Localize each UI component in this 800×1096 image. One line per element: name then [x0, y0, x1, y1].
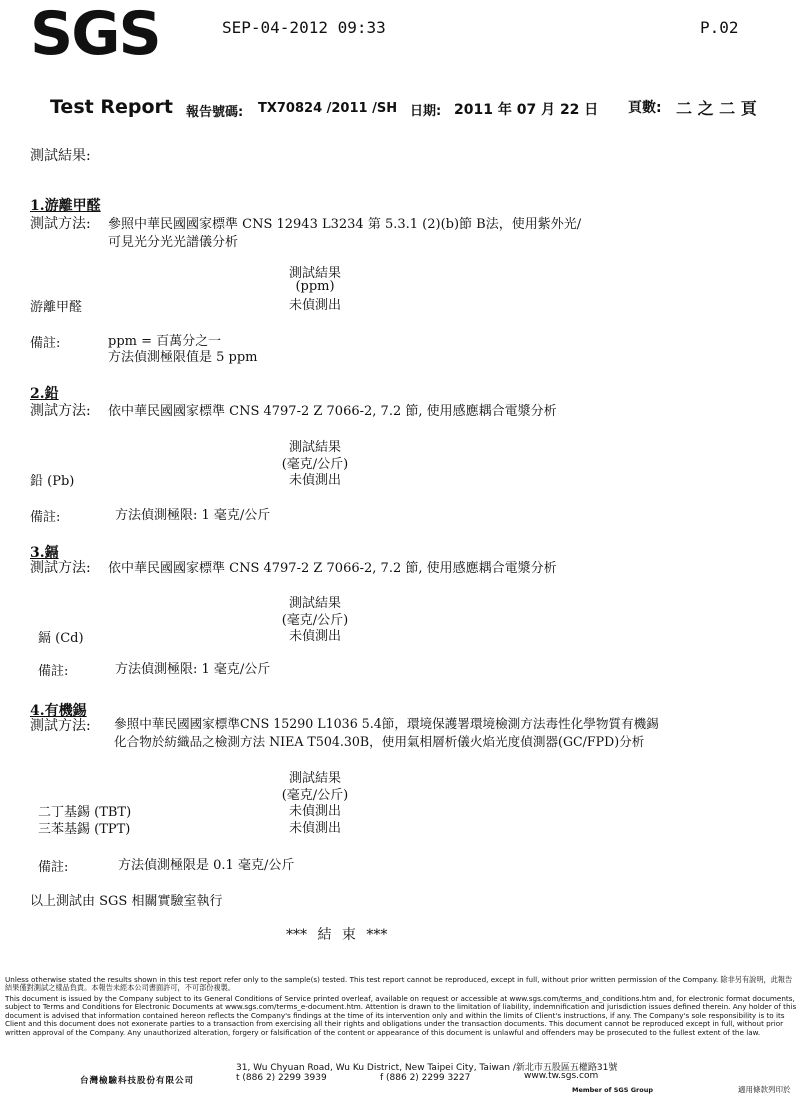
- analyte-result: 未偵測出: [288, 821, 341, 836]
- section-title: 1.游離甲醛: [30, 198, 101, 214]
- end-of-report-mark: *** 結 束 ***: [286, 927, 388, 943]
- footer-disclaimer-1: Unless otherwise stated the results shown in this test report refer only to the sample(s) tested. This test report cannot be reproduced, except in full, without prior written permission of the Company. 除非另有說明，此報告結果僅對測試之樣品負責。本報告未經本公司書面許可，不可部份複製。: [5, 975, 793, 993]
- analyte-name: 鉛 (Pb): [30, 474, 75, 489]
- section-title: 3.鎘: [30, 545, 59, 561]
- footer-fax: f (886 2) 2299 3227: [380, 1073, 471, 1083]
- note-label: 備註:: [30, 510, 61, 525]
- section-title: 4.有機錫: [30, 703, 87, 719]
- method-label: 測試方法:: [30, 718, 91, 734]
- method-text: 依中華民國國家標準 CNS 4797-2 Z 7066-2, 7.2 節, 使用感應耦合電漿分析: [108, 561, 557, 576]
- note-label: 備註:: [38, 664, 69, 679]
- analyte-name: 二丁基錫 (TBT): [38, 805, 132, 820]
- note-text-cont: 方法偵測極限值是 5 ppm: [108, 350, 258, 365]
- method-text: 參照中華民國國家標準CNS 15290 L1036 5.4節，環境保護署環境檢測方法毒性化學物質有機錫: [114, 716, 659, 731]
- result-header: 測試結果: [288, 440, 341, 455]
- report-date: 2011 年 07 月 22 日: [454, 102, 599, 118]
- method-label: 測試方法:: [30, 403, 91, 419]
- analyte-result: 未偵測出: [288, 804, 341, 819]
- report-number-label: 報告號碼:: [186, 105, 244, 120]
- fax-page-number: P.02: [700, 18, 739, 37]
- method-label: 測試方法:: [30, 560, 91, 576]
- report-date-label: 日期:: [410, 104, 442, 119]
- result-header: 測試結果: [288, 596, 341, 611]
- analyte-name: 鎘 (Cd): [38, 631, 84, 646]
- result-header: 測試結果: [288, 266, 341, 281]
- note-text: ppm = 百萬分之一: [108, 334, 222, 349]
- method-text-cont: 化合物於紡織品之檢測方法 NIEA T504.30B，使用氣相層析儀火焰光度偵測器(GC/FPD)分析: [114, 734, 645, 749]
- method-text: 依中華民國國家標準 CNS 4797-2 Z 7066-2, 7.2 節, 使用感應耦合電漿分析: [108, 404, 557, 419]
- analyte-name: 游離甲醛: [30, 300, 83, 315]
- note-text: 方法偵測極限: 1 毫克/公斤: [115, 662, 271, 677]
- report-number: TX70824 /2011 /SH: [258, 101, 398, 116]
- note-text: 方法偵測極限: 1 毫克/公斤: [115, 508, 271, 523]
- fax-timestamp: SEP-04-2012 09:33: [222, 18, 386, 37]
- footer-website: www.tw.sgs.com: [524, 1071, 599, 1081]
- result-unit: (毫克/公斤): [281, 788, 349, 803]
- note-label: 備註:: [30, 336, 61, 351]
- analyte-result: 未偵測出: [288, 298, 341, 313]
- result-unit: (毫克/公斤): [281, 457, 349, 472]
- footer-terms-note: 適用條款列印於: [738, 1085, 791, 1094]
- footer-telephone: t (886 2) 2299 3939: [236, 1073, 327, 1083]
- result-unit: (ppm): [295, 279, 335, 294]
- report-title: Test Report: [50, 96, 173, 118]
- analyte-result: 未偵測出: [288, 629, 341, 644]
- executed-by-note: 以上測試由 SGS 相關實驗室執行: [30, 894, 223, 909]
- section-title: 2.鉛: [30, 386, 59, 402]
- analyte-name: 三苯基錫 (TPT): [38, 822, 131, 837]
- method-text: 參照中華民國國家標準 CNS 12943 L3234 第 5.3.1 (2)(b)節 B法，使用紫外光/: [108, 217, 582, 232]
- result-header: 測試結果: [288, 771, 341, 786]
- footer-disclaimer-2: This document is issued by the Company subject to its General Conditions of Service printed overleaf, available on request or accessible at www.sgs.com/terms_and_conditions.htm and, for electronic format documents, subject to Terms and Conditions for Electronic Documents at www.sgs.com/terms_e-document.htm. Attention is drawn to the limitation of liability, indemnification and jurisdiction issues defined therein. Any holder of this document is advised that information contained hereon reflects the Company's findings at the time of its intervention only and within the limits of Client's instructions, if any. The Company's sole responsibility is to its Client and this document does not exonerate parties to a transaction from exercising all their rights and obligations under the transaction documents. This document cannot be reproduced except in full, without prior written approval of the Company. Any unauthorized alteration, forgery or falsification of the content or appearance of this document is unlawful and offenders may be prosecuted to the fullest extent of the law.: [5, 994, 797, 1037]
- footer-company-name: 台灣檢驗科技股份有限公司: [80, 1076, 195, 1086]
- method-label: 測試方法:: [30, 216, 91, 232]
- page-count: 二 之 二 頁: [676, 99, 757, 118]
- footer-member-of-sgs: Member of SGS Group: [572, 1086, 653, 1094]
- footer-address: 31, Wu Chyuan Road, Wu Ku District, New Taipei City, Taiwan /新北市五股區五權路31號: [236, 1063, 618, 1073]
- intro-label: 測試結果:: [30, 148, 91, 164]
- note-label: 備註:: [38, 860, 69, 875]
- method-text-cont: 可見光分光光譜儀分析: [108, 235, 239, 250]
- sgs-logo: SGS: [30, 0, 160, 69]
- page-count-label: 頁數:: [628, 100, 662, 116]
- result-unit: (毫克/公斤): [281, 613, 349, 628]
- note-text: 方法偵測極限是 0.1 毫克/公斤: [118, 858, 295, 873]
- analyte-result: 未偵測出: [288, 473, 341, 488]
